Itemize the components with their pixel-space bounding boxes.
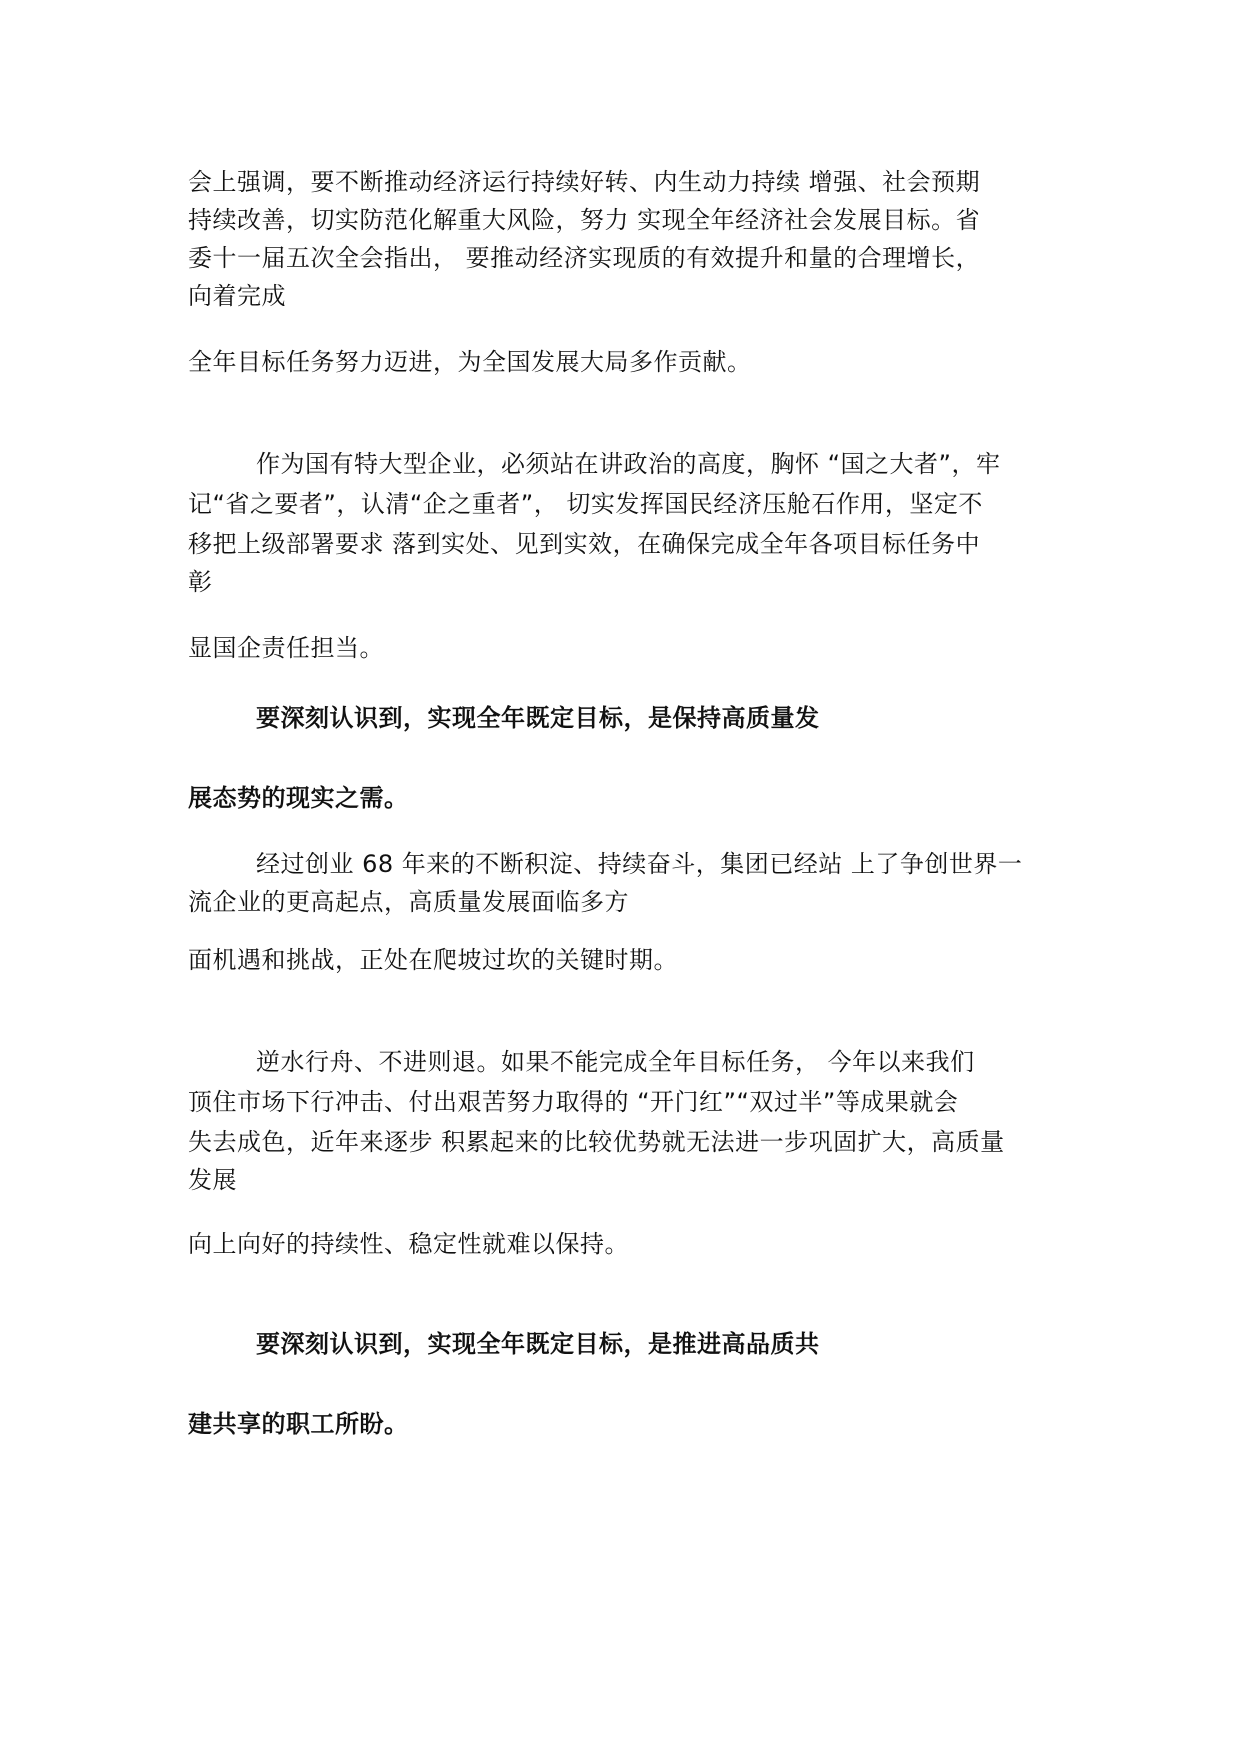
paragraph-1-line-4: 向着完成: [188, 282, 286, 310]
section-heading-2-line-2: 建共享的职工所盼。: [188, 1410, 409, 1438]
paragraph-4-line-2: 顶住市场下行冲击、付出艰苦努力取得的 “开门红”“双过半”等成果就会: [188, 1088, 959, 1116]
paragraph-4-line-4: 发展: [188, 1166, 237, 1194]
paragraph-4-continuation: 向上向好的持续性、稳定性就难以保持。: [188, 1230, 629, 1258]
paragraph-4-line-1: 逆水行舟、不进则退。如果不能完成全年目标任务， 今年以来我们: [256, 1048, 975, 1076]
paragraph-1-line-2: 持续改善，切实防范化解重大风险，努力 实现全年经济社会发展目标。省: [188, 206, 981, 234]
paragraph-4-line-3: 失去成色，近年来逐步 积累起来的比较优势就无法进一步巩固扩大，高质量: [188, 1128, 1005, 1156]
paragraph-2-line-3: 移把上级部署要求 落到实处、见到实效，在确保完成全年各项目标任务中: [188, 530, 981, 558]
paragraph-2-line-1: 作为国有特大型企业，必须站在讲政治的高度，胸怀 “国之大者”，牢: [256, 450, 1001, 478]
section-heading-1-line-1: 要深刻认识到，实现全年既定目标，是保持高质量发: [256, 704, 820, 732]
section-heading-1-line-2: 展态势的现实之需。: [188, 784, 409, 812]
paragraph-2-line-2: 记“省之要者”，认清“企之重者”， 切实发挥国民经济压舱石作用，坚定不: [188, 490, 983, 518]
section-heading-2-line-1: 要深刻认识到，实现全年既定目标，是推进高品质共: [256, 1330, 820, 1358]
paragraph-2-line-4: 彰: [188, 568, 213, 596]
paragraph-3-line-1: 经过创业 68 年来的不断积淀、持续奋斗，集团已经站 上了争创世界一: [256, 850, 1023, 878]
paragraph-3-continuation: 面机遇和挑战，正处在爬坡过坎的关键时期。: [188, 946, 678, 974]
paragraph-1-line-1: 会上强调，要不断推动经济运行持续好转、内生动力持续 增强、社会预期: [188, 168, 981, 196]
paragraph-1-line-3: 委十一届五次全会指出， 要推动经济实现质的有效提升和量的合理增长，: [188, 244, 981, 272]
paragraph-3-line-2: 流企业的更高起点，高质量发展面临多方: [188, 888, 629, 916]
paragraph-2-continuation: 显国企责任担当。: [188, 634, 384, 662]
paragraph-1-continuation: 全年目标任务努力迈进，为全国发展大局多作贡献。: [188, 348, 752, 376]
